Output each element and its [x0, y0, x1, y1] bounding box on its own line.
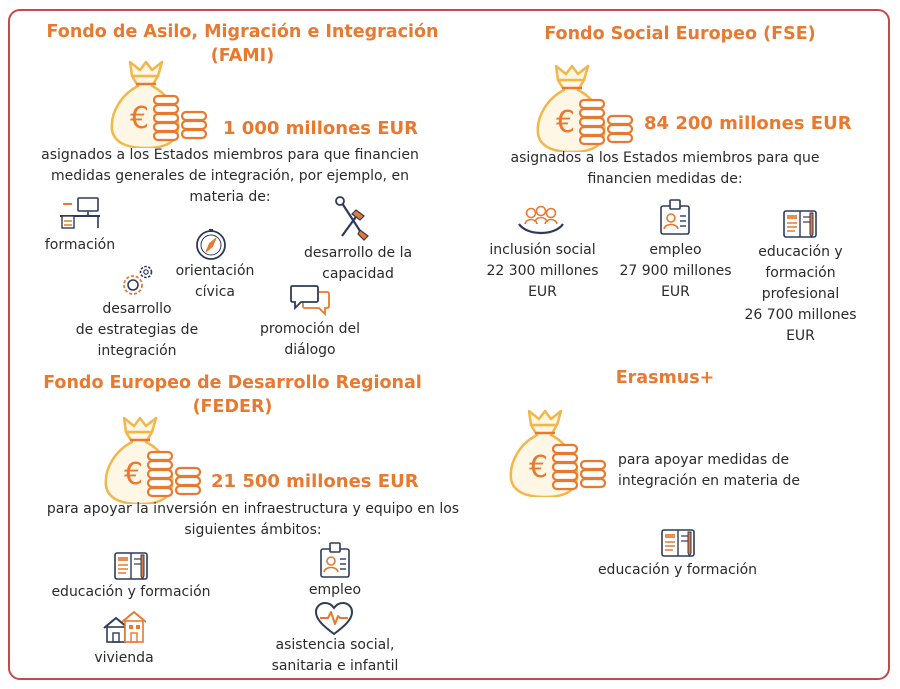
- inclusion-line2: 22 300 millones: [486, 263, 599, 279]
- capacidad-line2: capacidad: [322, 266, 394, 282]
- money-bag-icon: [106, 56, 210, 148]
- money-bag-icon: [505, 405, 609, 497]
- fami-item-dialogo: [250, 319, 370, 361]
- fse-educacion-line3: profesional: [761, 286, 840, 302]
- dialogo-line2: diálogo: [284, 342, 336, 358]
- feder-amount: 21 500 millones EUR: [211, 471, 419, 492]
- fse-educacion-line5: EUR: [786, 328, 815, 344]
- fse-desc-line1: asignados a los Estados miembros para que: [510, 150, 820, 166]
- fse-title: Fondo Social Europeo (FSE): [544, 24, 816, 44]
- feder-item-empleo: empleo: [308, 582, 362, 598]
- erasmus-desc-line1: para apoyar medidas de: [618, 452, 790, 468]
- id-badge-icon: [658, 198, 692, 236]
- feder-title-line2: (FEDER): [192, 397, 273, 417]
- fse-item-educacion: [728, 242, 873, 347]
- fami-title-line2: (FAMI): [210, 46, 275, 66]
- fse-empleo-line2: 27 900 millones: [619, 263, 732, 279]
- feder-title-line1: Fondo Europeo de Desarrollo Regional: [43, 373, 422, 393]
- capacidad-line1: desarrollo de la: [303, 245, 413, 261]
- book-icon: [660, 527, 696, 559]
- fse-item-inclusion: [470, 240, 615, 303]
- erasmus-item-educacion: educación y formación: [597, 562, 758, 578]
- speech-bubbles-icon: [289, 284, 331, 318]
- feder-desc-line1: para apoyar la inversión en infraestructura y equipo en los: [46, 501, 460, 517]
- asistencia-line2: sanitaria e infantil: [271, 658, 399, 674]
- book-icon: [113, 550, 149, 582]
- fami-desc-line2: medidas generales de integración, por ejemplo, en: [51, 168, 409, 184]
- gears-icon: [119, 264, 155, 300]
- orientacion-line2: cívica: [194, 284, 236, 300]
- heart-pulse-icon: [314, 601, 354, 637]
- feder-item-educacion: educación y formación: [51, 584, 211, 600]
- fami-item-estrategias: [62, 299, 212, 362]
- id-badge-icon: [318, 541, 352, 579]
- fse-amount: 84 200 millones EUR: [644, 113, 852, 134]
- fami-item-capacidad: [292, 243, 424, 285]
- fami-title-line1: Fondo de Asilo, Migración e Integración: [46, 22, 439, 42]
- estrategias-line1: desarrollo: [102, 301, 172, 317]
- fami-desc-line3: materia de:: [189, 189, 271, 205]
- fse-description: [490, 148, 840, 190]
- fami-title: [30, 20, 455, 68]
- erasmus-title: Erasmus+: [615, 368, 715, 388]
- erasmus-description: [618, 450, 848, 492]
- fami-item-formacion: formación: [44, 237, 116, 253]
- money-bag-icon: [100, 412, 204, 504]
- feder-desc-line2: siguientes ámbitos:: [184, 522, 322, 538]
- fse-empleo-line3: EUR: [661, 284, 690, 300]
- inclusion-line3: EUR: [528, 284, 557, 300]
- compass-icon: [194, 228, 228, 262]
- houses-icon: [102, 608, 146, 644]
- erasmus-desc-line2: integración en materia de: [618, 473, 800, 489]
- asistencia-line1: asistencia social,: [275, 637, 395, 653]
- feder-item-asistencia: [255, 635, 415, 677]
- money-bag-icon: [532, 60, 636, 152]
- book-icon: [782, 208, 818, 240]
- tools-icon: [334, 196, 370, 242]
- dialogo-line1: promoción del: [260, 321, 360, 337]
- feder-description: [28, 499, 478, 541]
- estrategias-line3: integración: [97, 343, 177, 359]
- fse-item-empleo: [603, 240, 748, 303]
- fse-empleo-line1: empleo: [649, 242, 702, 258]
- orientacion-line1: orientación: [175, 263, 255, 279]
- fami-amount: 1 000 millones EUR: [223, 118, 419, 139]
- fse-educacion-line1: educación y: [758, 244, 843, 260]
- people-group-icon: [517, 204, 565, 236]
- fami-desc-line1: asignados a los Estados miembros para que financien: [41, 147, 419, 163]
- feder-item-vivienda: vivienda: [94, 650, 154, 666]
- fami-item-orientacion: [160, 261, 270, 303]
- desk-computer-icon: [58, 196, 102, 230]
- estrategias-line2: de estrategias de: [75, 322, 199, 338]
- fse-educacion-line2: formación: [765, 265, 836, 281]
- feder-title: [30, 371, 435, 419]
- inclusion-line1: inclusión social: [489, 242, 596, 258]
- fse-desc-line2: financien medidas de:: [587, 171, 743, 187]
- fse-educacion-line4: 26 700 millones: [744, 307, 857, 323]
